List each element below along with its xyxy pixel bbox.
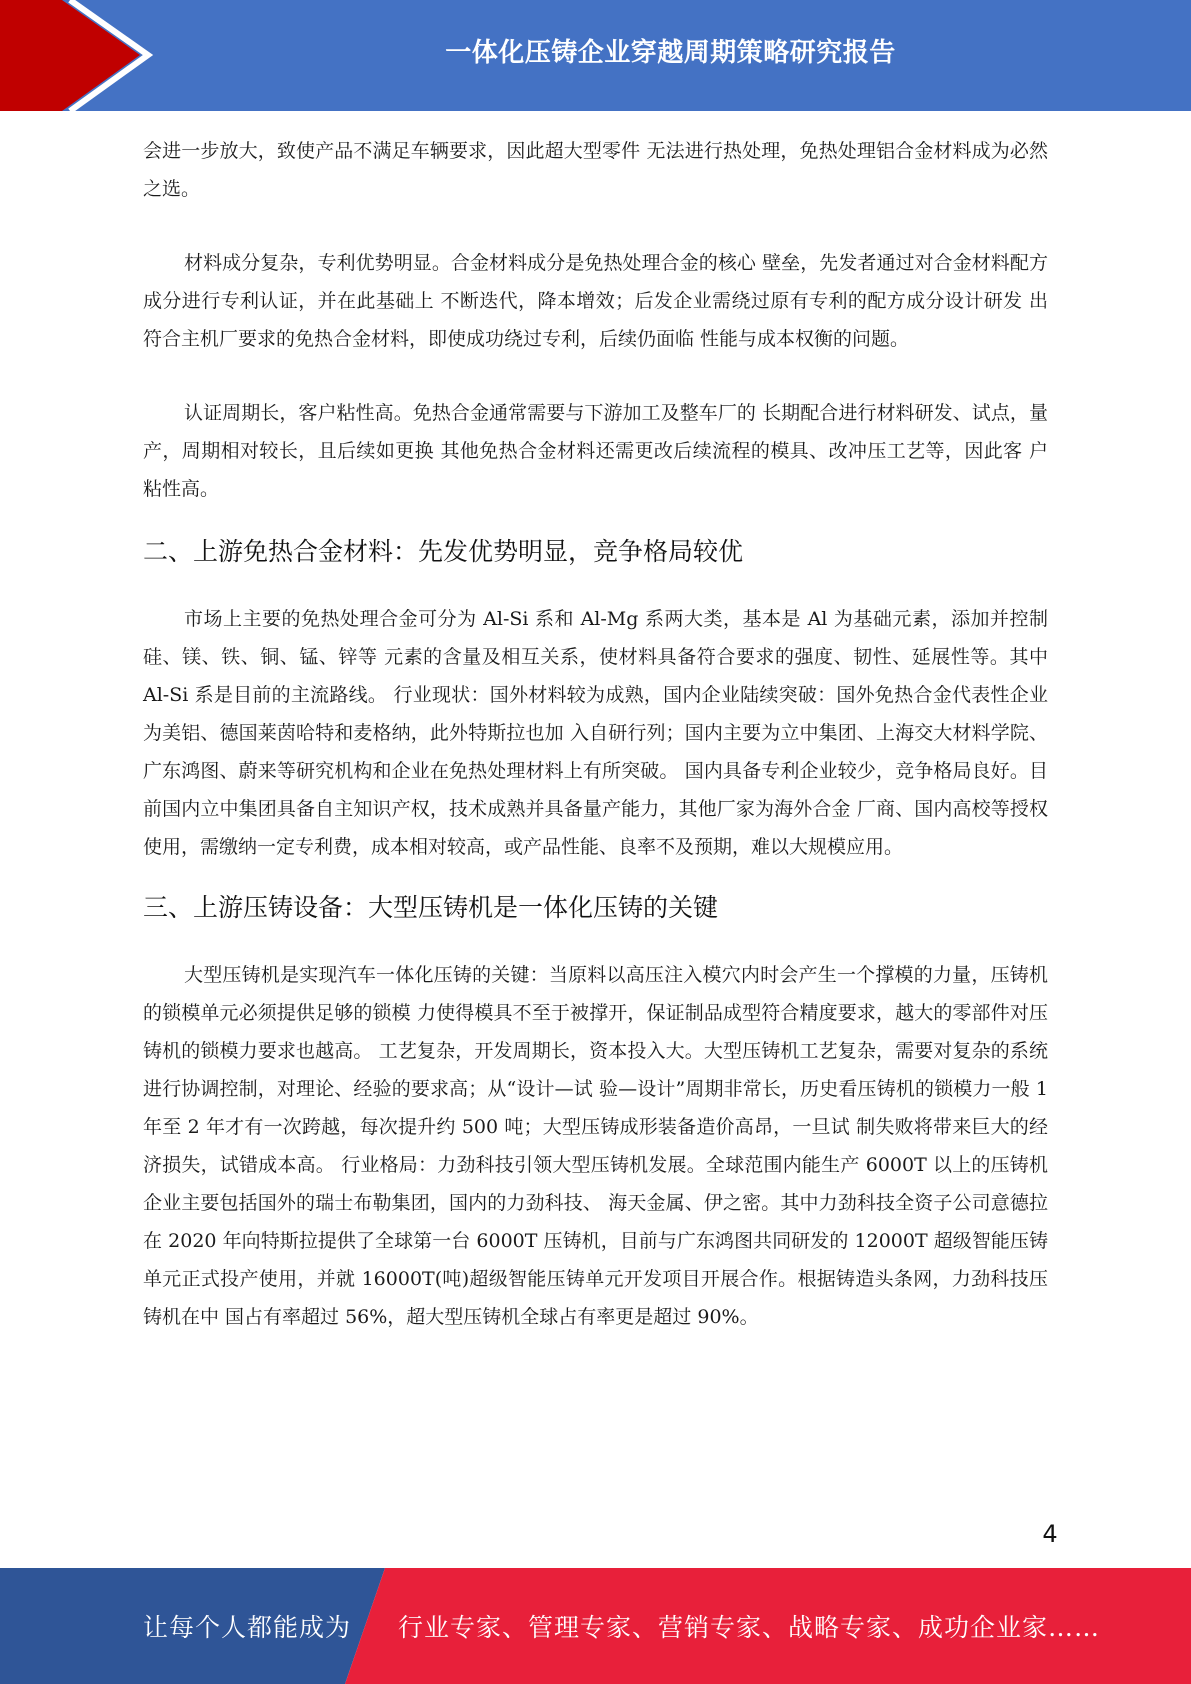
page-header [0, 0, 1191, 111]
page-number: 4 [1042, 1520, 1058, 1548]
report-title: 一体化压铸企业穿越周期策略研究报告 [445, 37, 896, 68]
header-arrow-decoration [0, 0, 160, 111]
paragraph-1: 会进一步放大，致使产品不满足车辆要求，因此超大型零件 无法进行热处理，免热处理铝合金材料成为必然之选。 [143, 140, 1048, 200]
page-footer [0, 1568, 1191, 1684]
footer-slogan-left: 让每个人都能成为 [143, 1613, 352, 1642]
footer-slogan-right: 行业专家、管理专家、营销专家、战略专家、成功企业家…… [398, 1613, 1101, 1642]
paragraph-2: 材料成分复杂，专利优势明显。合金材料成分是免热处理合金的核心 壁垒，先发者通过对合金材料配方成分进行专利认证，并在此基础上 不断迭代，降本增效；后发企业需绕过原有专利的配方成分设计研发 出符合主机厂要求的免热合金材料，即使成功绕过专利，后续仍面临 性能与成本权衡的问题。 [143, 252, 1048, 350]
section-heading-3: 三、上游压铸设备：大型压铸机是一体化压铸的关键 [143, 893, 719, 922]
document-body [143, 132, 1048, 1336]
section-heading-2: 二、上游免热合金材料：先发优势明显，竞争格局较优 [143, 537, 744, 566]
paragraph-3: 认证周期长，客户粘性高。免热合金通常需要与下游加工及整车厂的 长期配合进行材料研发、试点，量产，周期相对较长，且后续如更换 其他免热合金材料还需更改后续流程的模具、改冲压工艺等，因此客 户粘性高。 [143, 402, 1048, 500]
paragraph-5: 大型压铸机是实现汽车一体化压铸的关键：当原料以高压注入模穴内时会产生一个撑模的力量，压铸机的锁模单元必须提供足够的锁模 力使得模具不至于被撑开，保证制品成型符合精度要求，越大的零部件对压铸机的锁模力要求也越高。 工艺复杂，开发周期长，资本投入大。大型压铸机工艺复杂，需要对复杂的系统进行协调控制，对理论、经验的要求高；从“设计—试 验—设计”周期非常长，历史看压铸机的锁模力一般 1 年至 2 年才有一次跨越，每次提升约 500 吨；大型压铸成形装备造价高昂，一旦试 制失败将带来巨大的经济损失，试错成本高。 行业格局：力劲科技引领大型压铸机发展。全球范围内能生产 6000T 以上的压铸机企业主要包括国外的瑞士布勒集团，国内的力劲科技、 海天金属、伊之密。其中力劲科技全资子公司意德拉在 2020 年向特斯拉提供了全球第一台 6000T 压铸机，目前与广东鸿图共同研发的 12000T 超级智能压铸单元正式投产使用，并就 16000T(吨)超级智能压铸单元开发项目开展合作。根据铸造头条网，力劲科技压铸机在中 国占有率超过 56%，超大型压铸机全球占有率更是超过 90%。 [143, 964, 1048, 1328]
paragraph-4: 市场上主要的免热处理合金可分为 Al-Si 系和 Al-Mg 系两大类，基本是 Al 为基础元素，添加并控制硅、镁、铁、铜、锰、锌等 元素的含量及相互关系，使材料具备符合要求的强度、韧性、延展性等。其中 Al-Si 系是目前的主流路线。 行业现状：国外材料较为成熟，国内企业陆续突破：国外免热合金代表性企业为美铝、德国莱茵哈特和麦格纳，此外特斯拉也加 入自研行列；国内主要为立中集团、上海交大材料学院、广东鸿图、蔚来等研究机构和企业在免热处理材料上有所突破。 国内具备专利企业较少，竞争格局良好。目前国内立中集团具备自主知识产权，技术成熟并具备量产能力，其他厂家为海外合金 厂商、国内高校等授权使用，需缴纳一定专利费，成本相对较高，或产品性能、良率不及预期，难以大规模应用。 [143, 608, 1048, 858]
